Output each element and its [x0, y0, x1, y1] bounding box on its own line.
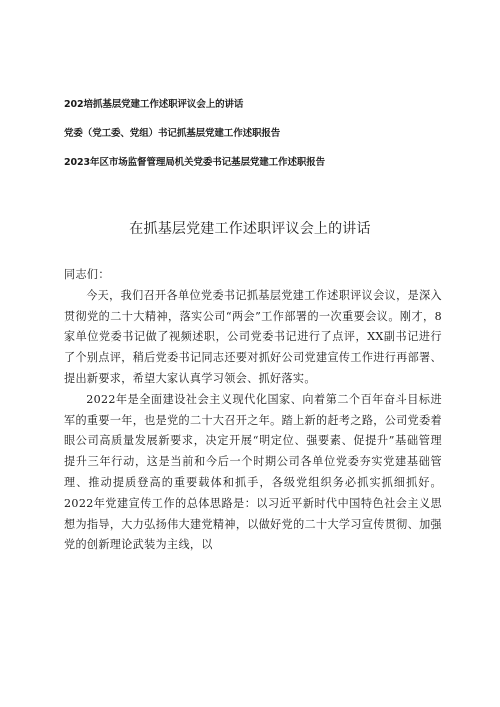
toc-item-2[interactable]: 党委（党工委、党组）书记抓基层党建工作述职报告 [64, 128, 281, 139]
toc-item-1[interactable]: 202培抓基层党建工作述职评议会上的讲话 [64, 99, 244, 110]
toc-item-3[interactable]: 2023年区市场监督管理局机关党委书记基层党建工作述职报告 [64, 157, 326, 168]
table-of-contents [64, 98, 444, 185]
paragraph-2: 2022年是全面建设社会主义现代化国家、向着第二个百年奋斗目标进军的重要一年，也是党的二十大召开之年。踏上新的赶考之路，公司党委着眼公司高质量发展新要求，决定开展“明定位、强要素、促提升”基础管理提升三年行动，这是当前和今后一个时期公司各单位党委夯实党建基础管理、推动提质登高的重要载体和抓手，各级党组织务必抓实抓细抓好。2022年党建宣传工作的总体思路是：以习近平新时代中国特色社会主义思想为指导，大力弘扬伟大建党精神，以做好党的二十大学习宣传贯彻、加强党的创新理论武装为主线，以 [64, 392, 442, 552]
document-body [64, 265, 442, 556]
document-title: 在抓基层党建工作述职评议会上的讲话 [129, 221, 371, 237]
greeting: 同志们： [64, 268, 110, 281]
paragraph-1: 今天，我们召开各单位党委书记抓基层党建工作述职评议会议，是深入贯彻党的二十大精神，落实公司“两会”工作部署的一次重要会议。刚才，8家单位党委书记做了视频述职，公司党委书记进行了点评，XX副书记进行了个别点评，稍后党委书记同志还要对抓好公司党建宣传工作进行再部署、提出新要求，希望大家认真学习领会、抓好落实。 [64, 288, 442, 385]
